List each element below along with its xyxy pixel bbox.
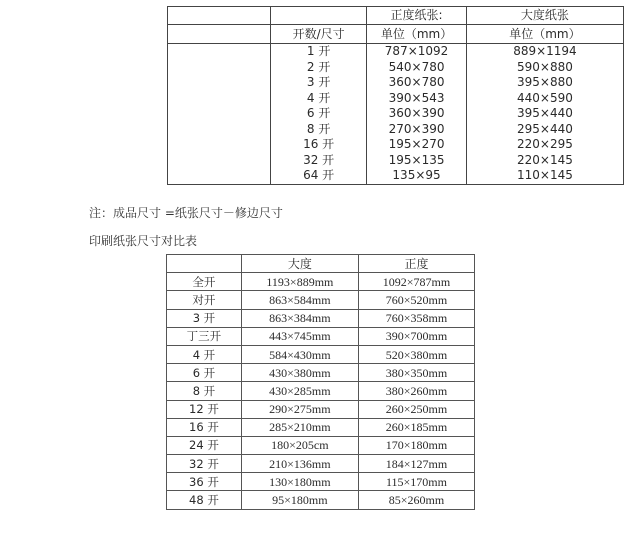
zhengdu-size-cell: 380×260mm bbox=[358, 382, 474, 400]
table-row bbox=[167, 491, 475, 509]
size-note: 注：成品尺寸 =纸张尺寸－修边尺寸 bbox=[89, 206, 283, 220]
dadu-header: 大度 bbox=[241, 255, 358, 273]
kai-cell: 32 开 bbox=[271, 153, 367, 169]
zhengdu-size-cell: 390×700mm bbox=[358, 327, 474, 345]
zhengdu-size-cell: 115×170mm bbox=[358, 473, 474, 491]
zhengdu-size-cell: 195×270 bbox=[367, 137, 467, 153]
blank-cell bbox=[168, 106, 271, 122]
zhengdu-size-cell: 260×250mm bbox=[358, 400, 474, 418]
kai-cell: 3 开 bbox=[271, 75, 367, 91]
kai-cell: 64 开 bbox=[271, 168, 367, 184]
kai-cell: 1 开 bbox=[271, 44, 367, 60]
kai-cell: 8 开 bbox=[271, 122, 367, 138]
kai-cell: 6 开 bbox=[271, 106, 367, 122]
table-row bbox=[168, 153, 624, 169]
zhengdu-size-cell: 380×350mm bbox=[358, 364, 474, 382]
zhengdu-size-cell: 520×380mm bbox=[358, 345, 474, 363]
table-row bbox=[168, 106, 624, 122]
kai-cell: 6 开 bbox=[167, 364, 242, 382]
zhengdu-size-cell: 85×260mm bbox=[358, 491, 474, 509]
dadu-size-cell: 440×590 bbox=[466, 91, 623, 107]
kai-size-header: 开数/尺寸 bbox=[271, 25, 367, 44]
dadu-size-cell: 95×180mm bbox=[241, 491, 358, 509]
table-row bbox=[167, 455, 475, 473]
kai-cell: 3 开 bbox=[167, 309, 242, 327]
blank-cell bbox=[168, 137, 271, 153]
kai-cell: 8 开 bbox=[167, 382, 242, 400]
zhengdu-group-header: 正度纸张: bbox=[367, 7, 467, 25]
dadu-size-cell: 290×275mm bbox=[241, 400, 358, 418]
table-row bbox=[167, 382, 475, 400]
dadu-size-cell: 180×205cm bbox=[241, 436, 358, 454]
dadu-size-cell: 130×180mm bbox=[241, 473, 358, 491]
dadu-size-cell: 110×145 bbox=[466, 168, 623, 184]
blank-cell bbox=[168, 75, 271, 91]
table-row bbox=[168, 137, 624, 153]
comparison-header-row bbox=[167, 255, 475, 273]
zhengdu-unit-header: 单位（mm） bbox=[367, 25, 467, 44]
zhengdu-size-cell: 195×135 bbox=[367, 153, 467, 169]
paper-comparison-table bbox=[166, 254, 475, 510]
dadu-size-cell: 220×295 bbox=[466, 137, 623, 153]
table-row bbox=[168, 60, 624, 76]
dadu-size-cell: 395×440 bbox=[466, 106, 623, 122]
zhengdu-size-cell: 540×780 bbox=[367, 60, 467, 76]
blank-cell bbox=[168, 168, 271, 184]
zhengdu-size-cell: 1092×787mm bbox=[358, 273, 474, 291]
dadu-group-header: 大度纸张 bbox=[466, 7, 623, 25]
kai-cell: 4 开 bbox=[271, 91, 367, 107]
table-row bbox=[167, 418, 475, 436]
dadu-size-cell: 295×440 bbox=[466, 122, 623, 138]
header-blank-cell bbox=[167, 255, 242, 273]
table-row bbox=[167, 309, 475, 327]
table-row bbox=[167, 327, 475, 345]
kai-cell: 16 开 bbox=[271, 137, 367, 153]
zhengdu-size-cell: 787×1092 bbox=[367, 44, 467, 60]
paper-size-table bbox=[167, 6, 624, 185]
blank-cell bbox=[168, 122, 271, 138]
zhengdu-size-cell: 360×390 bbox=[367, 106, 467, 122]
table-row bbox=[167, 364, 475, 382]
kai-cell: 4 开 bbox=[167, 345, 242, 363]
dadu-size-cell: 889×1194 bbox=[466, 44, 623, 60]
kai-cell: 36 开 bbox=[167, 473, 242, 491]
table-row bbox=[167, 473, 475, 491]
table-row bbox=[168, 44, 624, 60]
dadu-size-cell: 863×584mm bbox=[241, 291, 358, 309]
zhengdu-size-cell: 184×127mm bbox=[358, 455, 474, 473]
zhengdu-size-cell: 170×180mm bbox=[358, 436, 474, 454]
comparison-table-title: 印刷纸张尺寸对比表 bbox=[89, 234, 198, 248]
zhengdu-header: 正度 bbox=[358, 255, 474, 273]
zhengdu-size-cell: 135×95 bbox=[367, 168, 467, 184]
dadu-size-cell: 1193×889mm bbox=[241, 273, 358, 291]
table-row bbox=[167, 273, 475, 291]
blank-cell bbox=[168, 153, 271, 169]
table-row bbox=[167, 345, 475, 363]
dadu-size-cell: 395×880 bbox=[466, 75, 623, 91]
blank-cell bbox=[168, 60, 271, 76]
header-blank-cell bbox=[168, 25, 271, 44]
zhengdu-size-cell: 390×543 bbox=[367, 91, 467, 107]
dadu-size-cell: 430×285mm bbox=[241, 382, 358, 400]
dadu-size-cell: 863×384mm bbox=[241, 309, 358, 327]
zhengdu-size-cell: 360×780 bbox=[367, 75, 467, 91]
blank-cell bbox=[168, 44, 271, 60]
table-row bbox=[168, 91, 624, 107]
header-blank-cell bbox=[168, 7, 271, 25]
dadu-size-cell: 443×745mm bbox=[241, 327, 358, 345]
kai-cell: 32 开 bbox=[167, 455, 242, 473]
header-blank-cell bbox=[271, 7, 367, 25]
zhengdu-size-cell: 760×520mm bbox=[358, 291, 474, 309]
zhengdu-size-cell: 270×390 bbox=[367, 122, 467, 138]
kai-cell: 对开 bbox=[167, 291, 242, 309]
blank-cell bbox=[168, 91, 271, 107]
kai-cell: 24 开 bbox=[167, 436, 242, 454]
sub-header-row bbox=[168, 25, 624, 44]
table-row bbox=[168, 122, 624, 138]
kai-cell: 16 开 bbox=[167, 418, 242, 436]
table-row bbox=[167, 291, 475, 309]
kai-cell: 2 开 bbox=[271, 60, 367, 76]
dadu-size-cell: 430×380mm bbox=[241, 364, 358, 382]
kai-cell: 全开 bbox=[167, 273, 242, 291]
dadu-unit-header: 单位（mm） bbox=[466, 25, 623, 44]
dadu-size-cell: 584×430mm bbox=[241, 345, 358, 363]
dadu-size-cell: 285×210mm bbox=[241, 418, 358, 436]
dadu-size-cell: 210×136mm bbox=[241, 455, 358, 473]
table-row bbox=[167, 436, 475, 454]
kai-cell: 丁三开 bbox=[167, 327, 242, 345]
table-row bbox=[168, 168, 624, 184]
zhengdu-size-cell: 760×358mm bbox=[358, 309, 474, 327]
dadu-size-cell: 590×880 bbox=[466, 60, 623, 76]
group-header-row bbox=[168, 7, 624, 25]
kai-cell: 12 开 bbox=[167, 400, 242, 418]
table-row bbox=[167, 400, 475, 418]
zhengdu-size-cell: 260×185mm bbox=[358, 418, 474, 436]
kai-cell: 48 开 bbox=[167, 491, 242, 509]
dadu-size-cell: 220×145 bbox=[466, 153, 623, 169]
table-row bbox=[168, 75, 624, 91]
